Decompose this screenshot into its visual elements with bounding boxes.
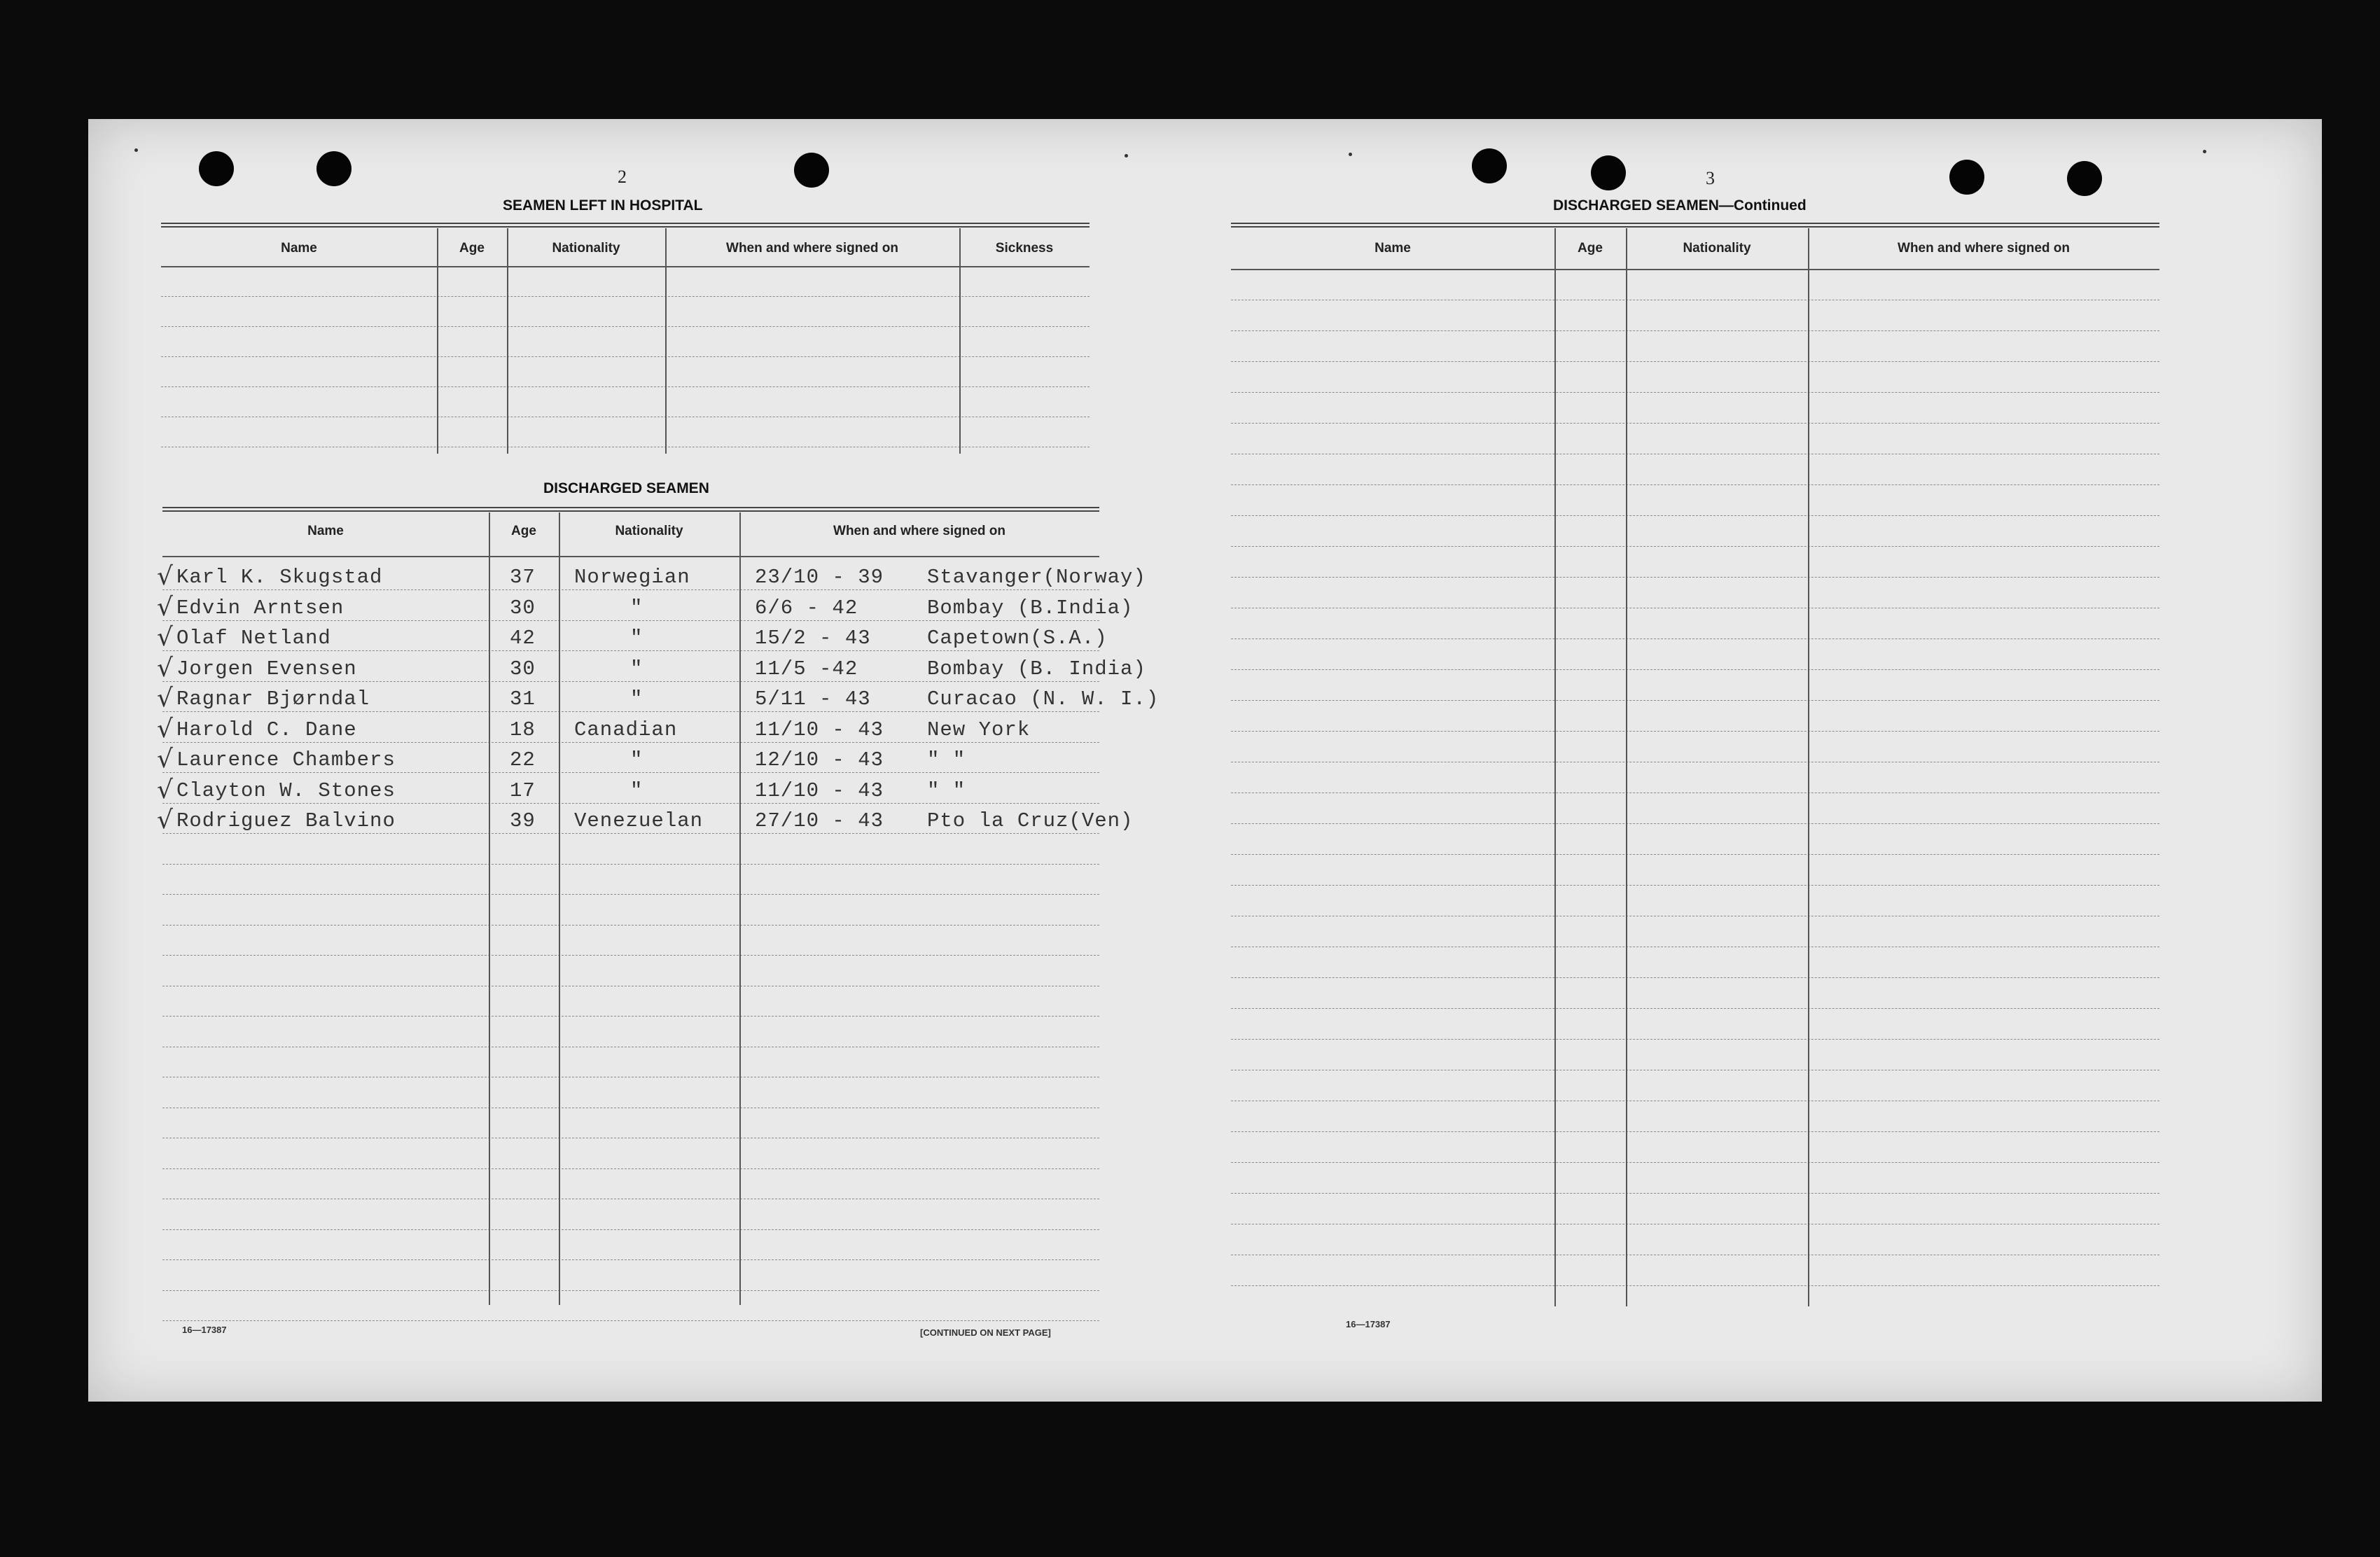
column-header-age: Age: [1578, 241, 1603, 256]
column-header-nationality: Nationality: [615, 524, 683, 538]
seaman-nationality: Canadian: [574, 718, 678, 741]
ruled-line: [1231, 392, 2159, 393]
table-top-rule: [1231, 223, 2159, 228]
seaman-nationality: ": [630, 627, 643, 650]
seaman-age: 22: [510, 748, 536, 771]
ruled-line: [1231, 885, 2159, 886]
ruled-line: [1231, 1193, 2159, 1194]
column-rule: [559, 512, 560, 1305]
signed-on-date: 6/6 - 42: [755, 596, 858, 620]
seaman-nationality: ": [630, 687, 643, 711]
seaman-name: Harold C. Dane: [176, 718, 357, 741]
ruled-line: [162, 925, 1099, 926]
ruled-line: [162, 1290, 1099, 1291]
column-header-name: Name: [1375, 241, 1411, 256]
page-number: 2: [618, 167, 627, 187]
ruled-line: [162, 620, 1099, 621]
ruled-line: [162, 955, 1099, 956]
signed-on-date: 12/10 - 43: [755, 748, 884, 771]
signed-on-date: 27/10 - 43: [755, 809, 884, 832]
seaman-age: 18: [510, 718, 536, 741]
discharged-section-title: DISCHARGED SEAMEN: [543, 480, 709, 496]
ruled-line: [162, 864, 1099, 865]
ruled-line: [1231, 361, 2159, 362]
checkmark-icon: √: [157, 562, 173, 591]
column-header-signed-on: When and where signed on: [833, 524, 1005, 538]
seaman-nationality: ": [630, 748, 643, 771]
seaman-nationality: Venezuelan: [574, 809, 704, 832]
checkmark-icon: √: [157, 592, 173, 622]
checkmark-icon: √: [157, 714, 173, 743]
signed-on-place: " ": [927, 778, 966, 802]
column-rule: [1626, 228, 1627, 1306]
checkmark-icon: √: [157, 623, 173, 652]
ruled-line: [162, 589, 1099, 590]
header-rule: [1231, 269, 2159, 270]
continued-note: [CONTINUED ON NEXT PAGE]: [920, 1327, 1051, 1338]
ruled-line: [161, 386, 1090, 387]
column-rule: [1808, 228, 1809, 1306]
ruled-line: [162, 681, 1099, 682]
scanned-register-spread: [88, 119, 2322, 1402]
checkmark-icon: √: [157, 653, 173, 683]
seaman-age: 30: [510, 657, 536, 680]
checkmark-icon: √: [157, 775, 173, 804]
ruled-line: [1231, 423, 2159, 424]
ruled-line: [161, 356, 1090, 357]
ruled-line: [162, 894, 1099, 895]
ruled-line: [162, 772, 1099, 773]
column-header-signed-on: When and where signed on: [1898, 241, 2070, 256]
signed-on-date: 11/10 - 43: [755, 718, 884, 741]
signed-on-date: 11/10 - 43: [755, 778, 884, 802]
signed-on-place: Curacao (N. W. I.): [927, 687, 1160, 711]
ruled-line: [162, 833, 1099, 834]
column-rule: [1554, 228, 1556, 1306]
column-rule: [437, 228, 438, 454]
seaman-age: 30: [510, 596, 536, 620]
signed-on-place: " ": [927, 748, 966, 771]
signed-on-date: 15/2 - 43: [755, 627, 871, 650]
seaman-name: Laurence Chambers: [176, 748, 396, 771]
ruled-line: [162, 1229, 1099, 1230]
column-rule: [489, 512, 490, 1305]
header-rule: [161, 266, 1090, 267]
seaman-name: Clayton W. Stones: [176, 778, 396, 802]
table-top-rule: [162, 507, 1099, 512]
signed-on-date: 5/11 - 43: [755, 687, 871, 711]
ruled-line: [161, 326, 1090, 327]
column-header-signed-on: When and where signed on: [726, 241, 898, 256]
signed-on-date: 23/10 - 39: [755, 566, 884, 589]
column-header-age: Age: [459, 241, 485, 256]
ruled-line: [162, 711, 1099, 712]
ruled-line: [162, 803, 1099, 804]
column-rule: [665, 228, 667, 454]
discharged-continued-title: DISCHARGED SEAMEN—Continued: [1553, 197, 1807, 214]
seaman-nationality: Norwegian: [574, 566, 690, 589]
ruled-line: [1231, 669, 2159, 670]
ruled-line: [162, 742, 1099, 743]
ruled-line: [1231, 823, 2159, 824]
seaman-name: Rodriguez Balvino: [176, 809, 396, 832]
seaman-name: Ragnar Bjørndal: [176, 687, 370, 711]
seaman-age: 39: [510, 809, 536, 832]
signed-on-date: 11/5 -42: [755, 657, 858, 680]
seaman-nationality: ": [630, 778, 643, 802]
column-header-sickness: Sickness: [995, 241, 1054, 256]
ruled-line: [162, 1320, 1099, 1321]
left-page: [88, 119, 1160, 1402]
header-rule: [162, 556, 1099, 557]
seaman-name: Karl K. Skugstad: [176, 566, 383, 589]
ruled-line: [1231, 1039, 2159, 1040]
ruled-line: [1231, 731, 2159, 732]
ruled-line: [162, 1259, 1099, 1260]
ruled-line: [162, 1168, 1099, 1169]
ruled-line: [161, 296, 1090, 297]
ruled-line: [1231, 515, 2159, 516]
signed-on-place: Capetown(S.A.): [927, 627, 1108, 650]
table-top-rule: [161, 223, 1090, 228]
signed-on-place: New York: [927, 718, 1031, 741]
column-header-name: Name: [307, 524, 344, 538]
form-number: 16—17387: [1346, 1319, 1391, 1329]
ruled-line: [1231, 638, 2159, 639]
column-header-age: Age: [511, 524, 536, 538]
checkmark-icon: √: [157, 806, 173, 835]
seaman-age: 31: [510, 687, 536, 711]
column-rule: [959, 228, 961, 454]
ruled-line: [1231, 577, 2159, 578]
ruled-line: [162, 1016, 1099, 1017]
seaman-name: Jorgen Evensen: [176, 657, 357, 680]
ruled-line: [162, 650, 1099, 651]
column-header-nationality: Nationality: [1683, 241, 1751, 256]
signed-on-place: Stavanger(Norway): [927, 566, 1146, 589]
seaman-nationality: ": [630, 657, 643, 680]
column-rule: [739, 512, 741, 1305]
form-number: 16—17387: [182, 1325, 227, 1335]
seaman-age: 37: [510, 566, 536, 589]
seaman-nationality: ": [630, 596, 643, 620]
ruled-line: [1231, 977, 2159, 978]
ruled-line: [1231, 1131, 2159, 1132]
ruled-line: [1231, 854, 2159, 855]
checkmark-icon: √: [157, 684, 173, 713]
seaman-name: Edvin Arntsen: [176, 596, 345, 620]
ruled-line: [1231, 330, 2159, 331]
ruled-line: [1231, 546, 2159, 547]
ruled-line: [1231, 1008, 2159, 1009]
column-rule: [507, 228, 508, 454]
right-page: [1202, 119, 2322, 1402]
ruled-line: [1231, 700, 2159, 701]
checkmark-icon: √: [157, 745, 173, 774]
seaman-age: 17: [510, 778, 536, 802]
ruled-line: [1231, 1162, 2159, 1163]
signed-on-place: Bombay (B. India): [927, 657, 1146, 680]
discharged-continued-table: [1231, 223, 2159, 1306]
ruled-line: [1231, 484, 2159, 485]
column-header-nationality: Nationality: [552, 241, 620, 256]
signed-on-place: Pto la Cruz(Ven): [927, 809, 1134, 832]
page-number: 3: [1706, 168, 1715, 188]
column-header-name: Name: [281, 241, 317, 256]
ruled-line: [1231, 1285, 2159, 1286]
discharged-seamen-table: [157, 507, 1160, 1305]
signed-on-place: Bombay (B.India): [927, 596, 1134, 620]
seaman-name: Olaf Netland: [176, 627, 331, 650]
hospital-section-title: SEAMEN LEFT IN HOSPITAL: [503, 197, 703, 214]
seaman-age: 42: [510, 627, 536, 650]
